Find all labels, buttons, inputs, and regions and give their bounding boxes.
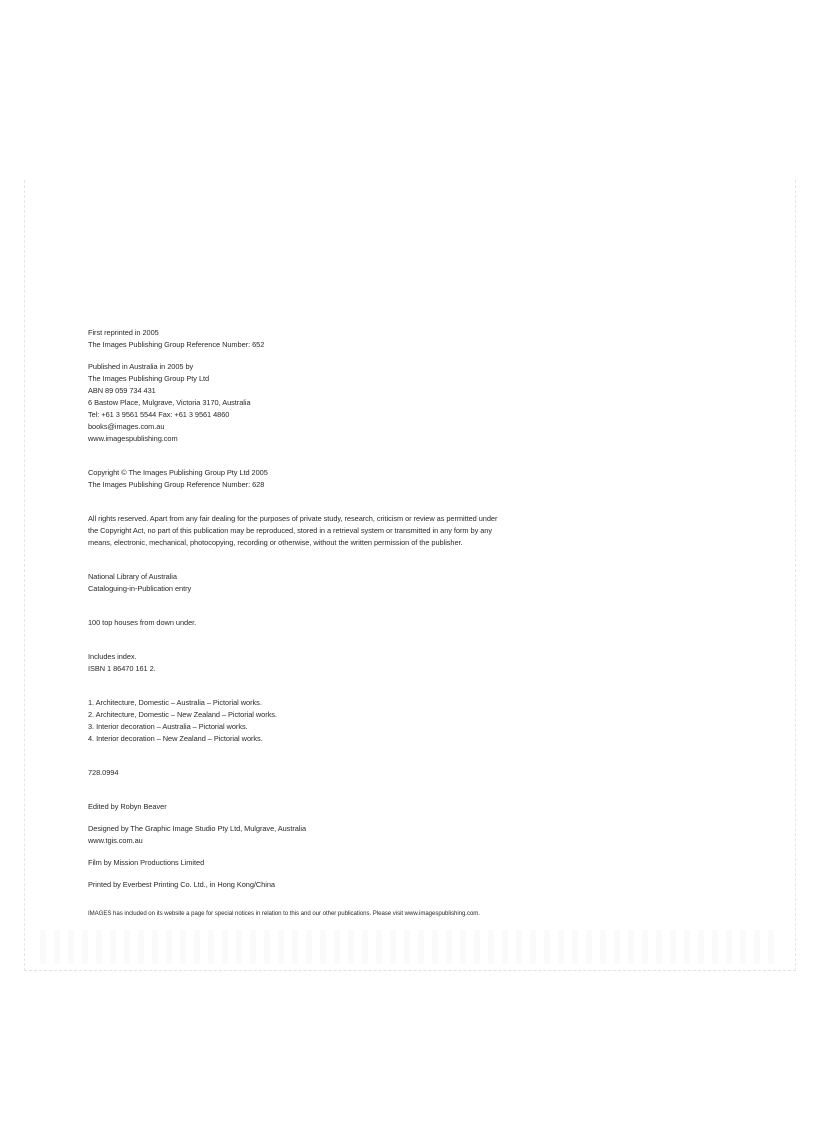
- library-name: National Library of Australia: [88, 572, 177, 581]
- reprint-note: First reprinted in 2005: [88, 328, 159, 337]
- rights-paragraph: [88, 513, 558, 549]
- rights-line: means, electronic, mechanical, photocopying, recording or otherwise, without the written permission of the publisher.: [88, 538, 463, 547]
- rights-line: the Copyright Act, no part of this publication may be reproduced, stored in a retrieval system or transmitted in any form by any: [88, 526, 492, 535]
- subject-entry: 2. Architecture, Domestic – New Zealand – Pictorial works.: [88, 710, 277, 719]
- subject-entry: 4. Interior decoration – New Zealand – Pictorial works.: [88, 734, 263, 743]
- publisher-name: The Images Publishing Group Pty Ltd: [88, 374, 210, 383]
- publisher-phone-fax: Tel: +61 3 9561 5544 Fax: +61 3 9561 4860: [88, 410, 230, 419]
- rights-line: All rights reserved. Apart from any fair dealing for the purposes of private study, research, criticism or review as permitted under: [88, 514, 498, 523]
- printer-credit: Printed by Everbest Printing Co. Ltd., in Hong Kong/China: [88, 880, 275, 889]
- publisher-address: 6 Bastow Place, Mulgrave, Victoria 3170, Australia: [88, 398, 251, 407]
- publisher-email: books@images.com.au: [88, 422, 165, 431]
- imprint-page: [88, 327, 558, 919]
- website-footnote: IMAGES has included on its website a page for special notices in relation to this and our other publications. Please visit www.imagespublishing.com.: [88, 910, 480, 917]
- copyright-reference: The Images Publishing Group Reference Number: 628: [88, 480, 265, 489]
- cip-entry: Cataloguing-in-Publication entry: [88, 584, 192, 593]
- subject-entry: 1. Architecture, Domestic – Australia – Pictorial works.: [88, 698, 262, 707]
- publisher-website: www.imagespublishing.com: [88, 434, 178, 443]
- subject-entry: 3. Interior decoration – Australia – Pictorial works.: [88, 722, 248, 731]
- book-title: 100 top houses from down under.: [88, 618, 197, 627]
- designer-website: www.tgis.com.au: [88, 836, 143, 845]
- scan-artifact: [40, 930, 780, 964]
- designer-credit: Designed by The Graphic Image Studio Pty Ltd, Mulgrave, Australia: [88, 824, 307, 833]
- isbn: ISBN 1 86470 161 2.: [88, 664, 156, 673]
- editor-credit: Edited by Robyn Beaver: [88, 802, 167, 811]
- copyright-notice: Copyright © The Images Publishing Group Pty Ltd 2005: [88, 468, 268, 477]
- includes-index: Includes index.: [88, 652, 137, 661]
- reprint-reference: The Images Publishing Group Reference Number: 652: [88, 340, 265, 349]
- published-line: Published in Australia in 2005 by: [88, 362, 194, 371]
- dewey-number: 728.0994: [88, 768, 119, 777]
- film-credit: Film by Mission Productions Limited: [88, 858, 205, 867]
- publisher-abn: ABN 89 059 734 431: [88, 386, 156, 395]
